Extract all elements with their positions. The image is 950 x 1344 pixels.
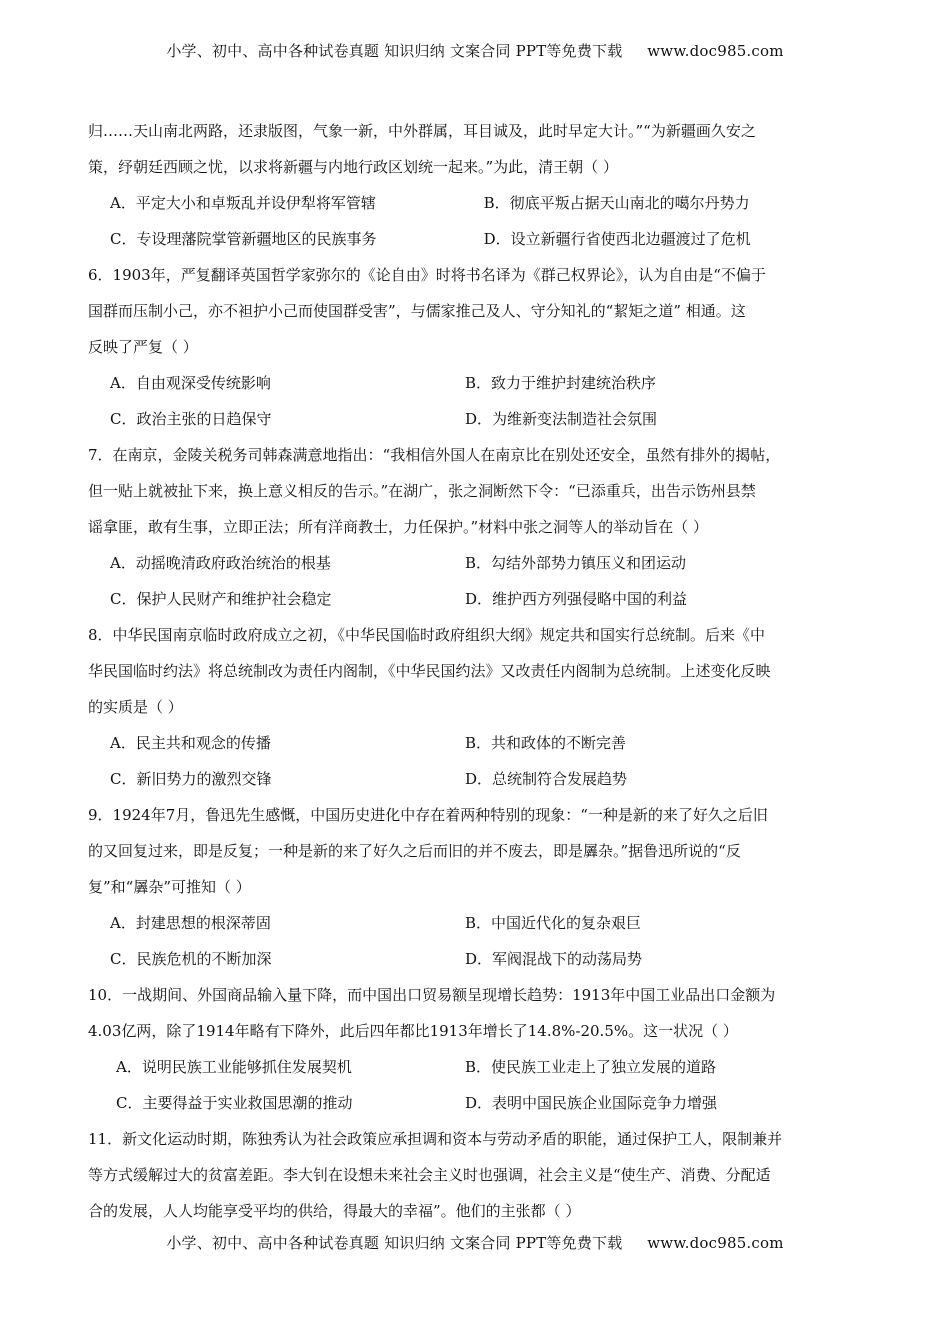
option-row xyxy=(88,905,863,941)
question-text-line: 9．1924年7月，鲁迅先生感慨，中国历史进化中存在着两种特别的现象：“一种是新的来了好久之后旧 xyxy=(88,806,768,824)
question-5 xyxy=(88,113,863,257)
option-a: A．封建思想的根深蒂固 xyxy=(110,914,271,932)
question-9 xyxy=(88,797,863,977)
question-text-line: 合的发展，人人均能享受平均的供给，得最大的幸福”。他们的主张都（ ） xyxy=(88,1202,581,1220)
option-d: D．表明中国民族企业国际竞争力增强 xyxy=(465,1094,718,1112)
option-b: B．彻底平叛占据天山南北的噶尔丹势力 xyxy=(483,194,750,212)
question-text-line: 谣拿匪，敢有生事，立即正法；所有洋商教士，力任保护。”材料中张之洞等人的举动旨在（ ） xyxy=(88,518,708,536)
question-text-line: 的又回复过来，即是反复；一种是新的来了好久之后而旧的并不废去，即是羼杂。”据鲁迅所说的“反 xyxy=(88,842,741,860)
option-c: C．专设理藩院掌管新疆地区的民族事务 xyxy=(110,230,377,248)
option-c: C．新旧势力的激烈交锋 xyxy=(110,770,272,788)
option-row xyxy=(88,185,863,221)
option-b: B．共和政体的不断完善 xyxy=(465,734,627,752)
option-a: A．民主共和观念的传播 xyxy=(110,734,271,752)
question-7 xyxy=(88,437,863,617)
question-text-line: 11．新文化运动时期，陈独秀认为社会政策应承担调和资本与劳动矛盾的职能，通过保护工人，限制兼并 xyxy=(88,1130,783,1148)
question-text-line: 6．1903年，严复翻译英国哲学家弥尔的《论自由》时将书名译为《群己权界论》，认为自由是“不偏于 xyxy=(88,266,766,284)
question-text-line: 反映了严复（ ） xyxy=(88,338,198,356)
option-row xyxy=(88,221,863,257)
option-d: D．为维新变法制造社会氛围 xyxy=(465,410,658,428)
option-c: C．民族危机的不断加深 xyxy=(110,950,272,968)
option-row xyxy=(88,725,863,761)
option-b: B．使民族工业走上了独立发展的道路 xyxy=(465,1058,717,1076)
question-text-line: 8．中华民国南京临时政府成立之初，《中华民国临时政府组织大纲》规定共和国实行总统制。后来《中 xyxy=(88,626,766,644)
question-text-line: 华民国临时约法》将总统制改为责任内阁制，《中华民国约法》又改责任内阁制为总统制。上述变化反映 xyxy=(88,662,771,680)
option-row xyxy=(88,401,863,437)
question-8 xyxy=(88,617,863,797)
option-d: D．设立新疆行省使西北边疆渡过了危机 xyxy=(483,230,751,248)
question-text-line: 国群而压制小己，亦不袒护小己而使国群受害”，与儒家推己及人、守分知礼的“絜矩之道” 相通。这 xyxy=(88,302,746,320)
option-row xyxy=(88,545,863,581)
option-c: C．政治主张的日趋保守 xyxy=(110,410,272,428)
question-11 xyxy=(88,1121,863,1229)
question-text-line: 等方式缓解过大的贫富差距。李大钊在设想未来社会主义时也强调，社会主义是“使生产、消费、分配适 xyxy=(88,1166,771,1184)
option-a: A．说明民族工业能够抓住发展契机 xyxy=(116,1058,352,1076)
option-b: B．致力于维护封建统治秩序 xyxy=(465,374,657,392)
option-a: A．自由观深受传统影响 xyxy=(110,374,271,392)
question-text-line: 归……天山南北两路，还隶版图，气象一新，中外群属，耳目诚及，此时早定大计。”“为新疆画久安之 xyxy=(88,122,756,140)
option-d: D．总统制符合发展趋势 xyxy=(465,770,628,788)
question-10 xyxy=(88,977,863,1121)
question-text-line: 但一贴上就被扯下来，换上意义相反的告示。”在湖广，张之洞断然下令：“已添重兵，出告示饬州县禁 xyxy=(88,482,756,500)
option-b: B．中国近代化的复杂艰巨 xyxy=(465,914,642,932)
option-row xyxy=(88,581,863,617)
option-d: D．维护西方列强侵略中国的利益 xyxy=(465,590,688,608)
option-a: A．平定大小和卓叛乱并设伊犁将军管辖 xyxy=(110,194,376,212)
question-text-line: 10．一战期间、外国商品输入量下降，而中国出口贸易额呈现增长趋势：1913年中国工业品出口金额为 xyxy=(88,986,776,1004)
page-footer: 小学、初中、高中各种试卷真题 知识归纳 文案合同 PPT等免费下载 www.doc985.com xyxy=(166,1234,784,1252)
option-row xyxy=(88,1085,863,1121)
option-c: C．保护人民财产和维护社会稳定 xyxy=(110,590,332,608)
option-row xyxy=(88,941,863,977)
option-b: B．勾结外部势力镇压义和团运动 xyxy=(465,554,687,572)
option-a: A．动摇晚清政府政治统治的根基 xyxy=(110,554,331,572)
question-text-line: 的实质是（ ） xyxy=(88,698,183,716)
question-text-line: 策，纾朝廷西顾之忧，以求将新疆与内地行政区划统一起来。”为此，清王朝（ ） xyxy=(88,158,618,176)
option-row xyxy=(88,761,863,797)
option-c: C．主要得益于实业救国思潮的推动 xyxy=(116,1094,353,1112)
page-header: 小学、初中、高中各种试卷真题 知识归纳 文案合同 PPT等免费下载 www.doc985.com xyxy=(166,42,784,60)
question-content xyxy=(88,113,863,1229)
question-text-line: 7．在南京，金陵关税务司韩森满意地指出：“我相信外国人在南京比在别处还安全，虽然有排外的揭帖， xyxy=(88,446,781,464)
option-row xyxy=(88,365,863,401)
question-text-line: 4.03亿两，除了1914年略有下降外，此后四年都比1913年增长了14.8%-20.5%。这一状况（ ） xyxy=(88,1022,738,1040)
question-text-line: 复”和“羼杂”可推知（ ） xyxy=(88,878,251,896)
option-row xyxy=(88,1049,863,1085)
question-6 xyxy=(88,257,863,437)
option-d: D．军阀混战下的动荡局势 xyxy=(465,950,643,968)
